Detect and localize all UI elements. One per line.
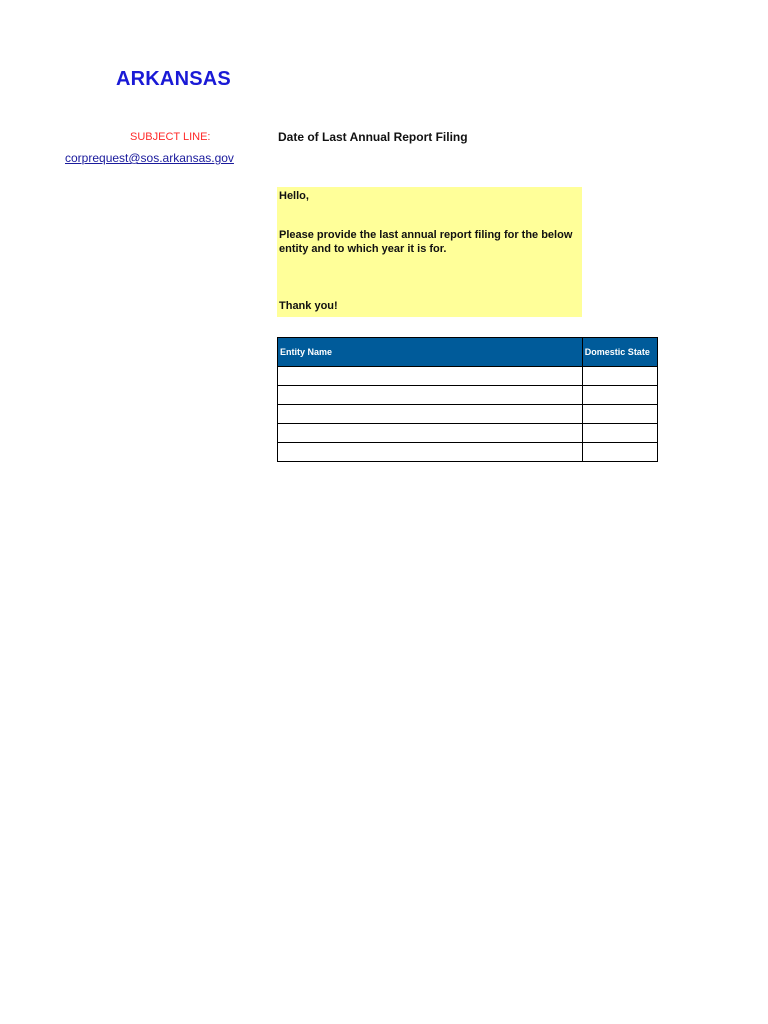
domestic-state-cell[interactable] [582, 443, 657, 462]
table-row [278, 424, 658, 443]
message-body: Please provide the last annual report filing for the below entity and to which year it is for. [279, 229, 573, 255]
entity-table [277, 337, 658, 462]
table-row [278, 386, 658, 405]
message-closing: Thank you! [279, 300, 338, 312]
column-header-entity-name: Entity Name [278, 338, 583, 367]
table-row [278, 443, 658, 462]
table-row [278, 367, 658, 386]
domestic-state-cell[interactable] [582, 405, 657, 424]
subject-line-label: SUBJECT LINE: [130, 131, 211, 143]
table-header-row [278, 338, 658, 367]
entity-name-cell[interactable] [278, 386, 583, 405]
entity-name-cell[interactable] [278, 443, 583, 462]
domestic-state-cell[interactable] [582, 424, 657, 443]
column-header-domestic-state: Domestic State [582, 338, 657, 367]
domestic-state-cell[interactable] [582, 386, 657, 405]
email-link[interactable]: corprequest@sos.arkansas.gov [65, 151, 234, 165]
message-box [277, 187, 582, 317]
message-greeting: Hello, [279, 190, 309, 202]
state-title: ARKANSAS [116, 68, 231, 90]
domestic-state-cell[interactable] [582, 367, 657, 386]
entity-name-cell[interactable] [278, 367, 583, 386]
table-row [278, 405, 658, 424]
subject-line-value: Date of Last Annual Report Filing [278, 130, 468, 144]
entity-name-cell[interactable] [278, 424, 583, 443]
entity-name-cell[interactable] [278, 405, 583, 424]
